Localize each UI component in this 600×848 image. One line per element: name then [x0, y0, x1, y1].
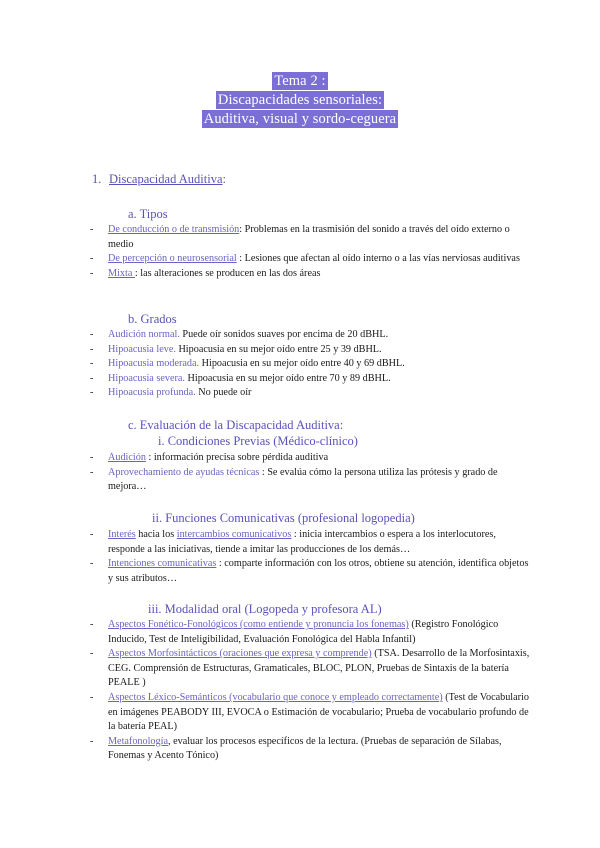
- list-item: - Aprovechamiento de ayudas técnicas : Se evalúa cómo la persona utiliza las prótesis y grado de mejora…: [90, 466, 530, 495]
- list-item: - Hipoacusia moderada. Hipoacusia en su mejor oído entre 40 y 69 dBHL.: [90, 357, 530, 372]
- item-label: Aspectos Fonético-Fonológicos (como entiende y pronuncia los fonemas): [108, 619, 409, 630]
- item-label: Interés: [108, 529, 136, 540]
- section-heading-1: 1. Discapacidad Auditiva:: [92, 172, 226, 186]
- list-item: - Audición normal. Puede oír sonidos suaves por encima de 20 dBHL.: [90, 328, 530, 343]
- modalidad-oral-list: [90, 618, 530, 764]
- item-label: Hipoacusia moderada.: [108, 358, 200, 370]
- list-item: - Metafonología, evaluar los procesos específicos de la lectura. (Pruebas de separación de Sílabas, Fonemas y Acento Tónico): [90, 735, 530, 764]
- item-label: Hipoacusia profunda.: [108, 387, 196, 399]
- subheading-tipos: a. Tipos: [128, 207, 168, 221]
- list-item: - Aspectos Morfosintácticos (oraciones que expresa y comprende) (TSA. Desarrollo de la Morfosintaxis, CEG. Comprensión de Estructuras, Gramaticales, BLOC, PLON, Pruebas de Sintaxis de la batería PEALE ): [90, 647, 530, 691]
- condiciones-previas-list: [90, 451, 530, 495]
- subheading-condiciones-previas: i. Condiciones Previas (Médico-clínico): [158, 434, 358, 448]
- item-label: De percepción o neurosensorial: [108, 253, 237, 265]
- funciones-comunicativas-list: [90, 528, 530, 586]
- item-label: Aprovechamiento de ayudas técnicas: [108, 466, 260, 478]
- tipos-list: [90, 223, 530, 281]
- title-line-3: Auditiva, visual y sordo-ceguera: [203, 111, 397, 127]
- list-item: - Audición : información precisa sobre pérdida auditiva: [90, 451, 530, 466]
- subheading-evaluacion: c. Evaluación de la Discapacidad Auditiva:: [128, 418, 344, 432]
- subheading-grados: b. Grados: [128, 312, 177, 326]
- grados-list: [90, 328, 530, 401]
- list-item: - De conducción o de transmisión: Problemas en la trasmisión del sonido a través del oído externo o medio: [90, 223, 530, 252]
- document-title: [0, 72, 600, 129]
- item-label: Audición: [108, 452, 146, 463]
- item-label: Mixta: [108, 267, 135, 279]
- list-item: - De percepción o neurosensorial : Lesiones que afectan al oído interno o a las vías nerviosas auditivas: [90, 252, 530, 267]
- item-label-2: intercambios comunicativos: [176, 529, 292, 540]
- item-label: Audición normal.: [108, 329, 180, 340]
- list-item: - Intenciones comunicativas : comparte información con los otros, obtiene su atención, identifica objetos y sus atributos…: [90, 557, 530, 586]
- title-line-2: Discapacidades sensoriales:: [217, 92, 383, 108]
- title-line-1: Tema 2 :: [274, 73, 326, 89]
- subheading-modalidad-oral: iii. Modalidad oral (Logopeda y profesora AL): [148, 602, 382, 616]
- item-label: Metafonología: [108, 735, 168, 747]
- item-label: Aspectos Léxico-Semánticos (vocabulario que conoce y empleado correctamente): [108, 691, 443, 703]
- item-label: Hipoacusia leve.: [108, 343, 176, 355]
- list-item: - Hipoacusia leve. Hipoacusia en su mejor oído entre 25 y 39 dBHL.: [90, 343, 530, 358]
- list-item: - Interés hacia los intercambios comunicativos : inicia intercambios o espera a los interlocutores, responde a las iniciativas, tiende a imitar las producciones de los demás…: [90, 528, 530, 557]
- list-item: - Hipoacusia severa. Hipoacusia en su mejor oído entre 70 y 89 dBHL.: [90, 372, 530, 387]
- subheading-funciones-comunicativas: ii. Funciones Comunicativas (profesional logopedia): [152, 511, 415, 525]
- section-number: 1.: [92, 172, 102, 186]
- list-item: - Hipoacusia profunda. No puede oír: [90, 386, 530, 401]
- item-label: Hipoacusia severa.: [108, 372, 185, 384]
- list-item: - Aspectos Léxico-Semánticos (vocabulario que conoce y empleado correctamente) (Test de Vocabulario en imágenes PEABODY III, EVOCA o Estimación de vocabulario; Prueba de vocabulario profundo de la batería PEAL): [90, 691, 530, 735]
- list-item: - Aspectos Fonético-Fonológicos (como entiende y pronuncia los fonemas) (Registro Fonológico Inducido, Test de Inteligibilidad, Evaluación Fonológica del Habla Infantil): [90, 618, 530, 647]
- section-title: Discapacidad Auditiva: [109, 172, 223, 186]
- item-label: Aspectos Morfosintácticos (oraciones que expresa y comprende): [108, 648, 372, 660]
- item-label: Intenciones comunicativas: [108, 558, 217, 570]
- item-label: De conducción o de transmisión: [108, 224, 240, 235]
- list-item: - Mixta : las alteraciones se producen en las dos áreas: [90, 267, 530, 282]
